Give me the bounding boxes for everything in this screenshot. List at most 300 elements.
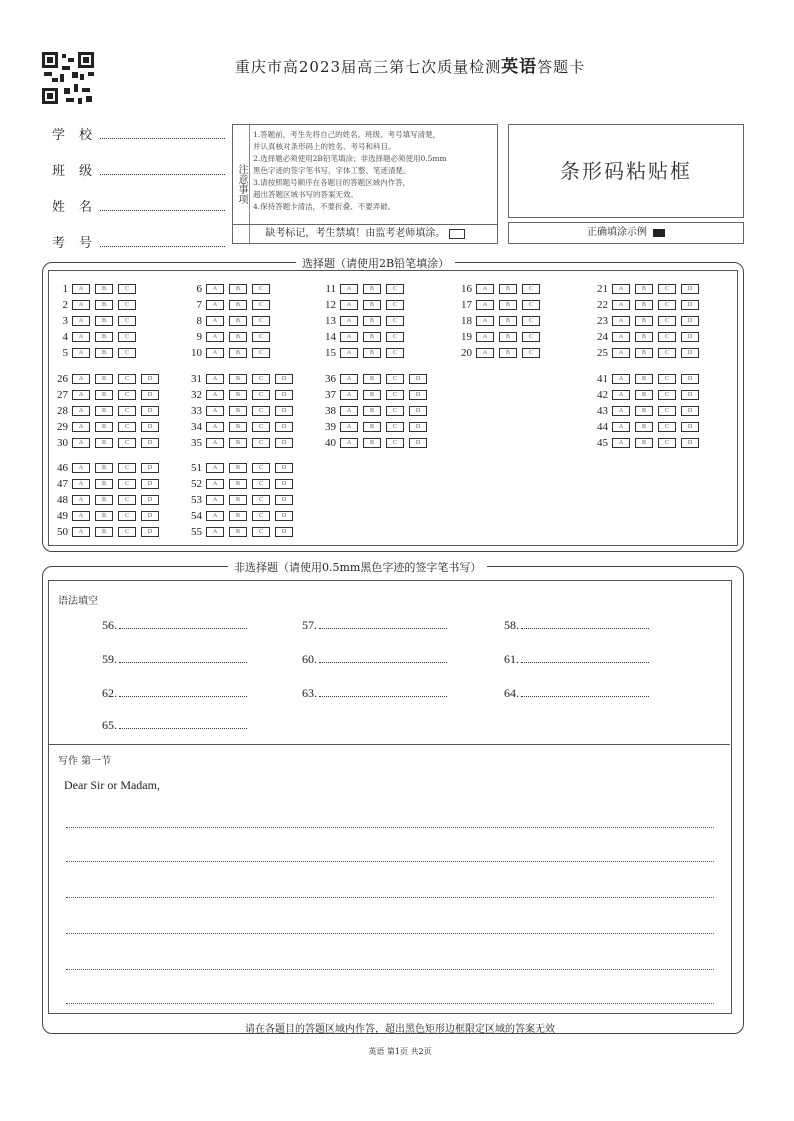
option-bubble-a[interactable]: A — [206, 406, 224, 416]
qr-code-icon — [40, 50, 96, 106]
question-number: 47 — [57, 478, 68, 490]
option-bubble-c[interactable]: C — [118, 479, 136, 489]
option-bubble-d[interactable]: D — [681, 284, 699, 294]
option-bubble-d[interactable]: D — [409, 438, 427, 448]
option-bubble-d[interactable]: D — [141, 527, 159, 537]
question-number: 6 — [196, 283, 202, 295]
option-bubble-b[interactable]: B — [635, 316, 653, 326]
option-bubble-b[interactable]: B — [229, 527, 247, 537]
blank-56[interactable] — [102, 618, 247, 633]
option-bubble-a[interactable]: A — [476, 300, 494, 310]
question-number: 25 — [597, 347, 608, 359]
option-bubble-c[interactable]: C — [252, 390, 270, 400]
question-number: 9 — [196, 331, 202, 343]
option-bubble-c[interactable]: C — [386, 316, 404, 326]
notice-line: 超出答题区域书写的答案无效。 — [253, 190, 358, 199]
option-bubble-a[interactable]: A — [206, 479, 224, 489]
option-bubble-b[interactable]: B — [229, 390, 247, 400]
question-8 — [184, 314, 275, 328]
option-bubble-c[interactable]: C — [118, 348, 136, 358]
option-bubble-c[interactable]: C — [118, 495, 136, 505]
title-suffix: 答题卡 — [537, 58, 586, 76]
blank-61[interactable] — [504, 652, 649, 667]
option-bubble-a[interactable]: A — [72, 374, 90, 384]
option-bubble-b[interactable]: B — [95, 316, 113, 326]
question-3 — [50, 314, 141, 328]
blank-57[interactable] — [302, 618, 447, 633]
option-bubble-b[interactable]: B — [499, 316, 517, 326]
option-bubble-b[interactable]: B — [229, 316, 247, 326]
option-bubble-c[interactable]: C — [252, 422, 270, 432]
option-bubble-b[interactable]: B — [95, 511, 113, 521]
option-bubble-a[interactable]: A — [612, 390, 630, 400]
option-bubble-d[interactable]: D — [681, 348, 699, 358]
question-41 — [590, 372, 704, 386]
option-bubble-a[interactable]: A — [612, 406, 630, 416]
question-number: 27 — [57, 389, 68, 401]
option-bubble-a[interactable]: A — [340, 374, 358, 384]
option-bubble-a[interactable]: A — [612, 284, 630, 294]
option-bubble-c[interactable]: C — [386, 438, 404, 448]
option-bubble-d[interactable]: D — [681, 300, 699, 310]
question-19 — [454, 330, 545, 344]
option-bubble-c[interactable]: C — [386, 348, 404, 358]
option-bubble-c[interactable]: C — [658, 332, 676, 342]
option-bubble-b[interactable]: B — [229, 463, 247, 473]
option-bubble-b[interactable]: B — [229, 348, 247, 358]
option-bubble-d[interactable]: D — [141, 511, 159, 521]
option-bubble-c[interactable]: C — [118, 463, 136, 473]
class-field[interactable] — [100, 173, 225, 175]
blank-65[interactable] — [102, 718, 247, 733]
option-bubble-d[interactable]: D — [275, 527, 293, 537]
question-45 — [590, 436, 704, 450]
subjective-title: 非选择题（请使用0.5mm黑色字迹的签字笔书写） — [228, 559, 487, 575]
writing-line[interactable] — [66, 932, 714, 934]
option-bubble-c[interactable]: C — [658, 422, 676, 432]
option-bubble-c[interactable]: C — [522, 284, 540, 294]
option-bubble-b[interactable]: B — [95, 527, 113, 537]
question-number: 3 — [62, 315, 68, 327]
option-bubble-b[interactable]: B — [635, 284, 653, 294]
option-bubble-a[interactable]: A — [206, 390, 224, 400]
option-bubble-a[interactable]: A — [206, 348, 224, 358]
exam-number-label: 考号 — [52, 236, 107, 251]
option-bubble-c[interactable]: C — [658, 348, 676, 358]
option-bubble-b[interactable]: B — [363, 300, 381, 310]
option-bubble-c[interactable]: C — [252, 300, 270, 310]
option-bubble-b[interactable]: B — [363, 374, 381, 384]
absent-mark-area[interactable] — [233, 224, 497, 243]
option-bubble-b[interactable]: B — [95, 374, 113, 384]
question-number: 22 — [597, 299, 608, 311]
question-number: 1 — [62, 283, 68, 295]
question-number: 12 — [325, 299, 336, 311]
option-bubble-a[interactable]: A — [340, 438, 358, 448]
option-bubble-c[interactable]: C — [386, 300, 404, 310]
notice-line: 2.选择题必须使用2B铅笔填涂；非选择题必须使用0.5mm — [253, 154, 447, 163]
option-bubble-b[interactable]: B — [95, 390, 113, 400]
option-bubble-a[interactable]: A — [340, 406, 358, 416]
option-bubble-a[interactable]: A — [72, 316, 90, 326]
option-bubble-a[interactable]: A — [340, 348, 358, 358]
question-number: 11 — [325, 283, 336, 295]
divider — [48, 744, 730, 745]
option-bubble-a[interactable]: A — [72, 406, 90, 416]
option-bubble-b[interactable]: B — [635, 390, 653, 400]
option-bubble-a[interactable]: A — [340, 284, 358, 294]
option-bubble-c[interactable]: C — [252, 479, 270, 489]
option-bubble-a[interactable]: A — [72, 527, 90, 537]
option-bubble-b[interactable]: B — [229, 406, 247, 416]
option-bubble-a[interactable]: A — [206, 374, 224, 384]
option-bubble-d[interactable]: D — [141, 479, 159, 489]
option-bubble-a[interactable]: A — [72, 463, 90, 473]
option-bubble-c[interactable]: C — [118, 511, 136, 521]
option-bubble-b[interactable]: B — [499, 332, 517, 342]
option-bubble-d[interactable]: D — [275, 511, 293, 521]
option-bubble-c[interactable]: C — [658, 316, 676, 326]
option-bubble-d[interactable]: D — [681, 332, 699, 342]
question-23 — [590, 314, 704, 328]
option-bubble-a[interactable]: A — [612, 300, 630, 310]
option-bubble-a[interactable]: A — [206, 463, 224, 473]
question-number: 39 — [325, 421, 336, 433]
question-number: 2 — [62, 299, 68, 311]
question-number: 29 — [57, 421, 68, 433]
question-26 — [50, 372, 164, 386]
option-bubble-d[interactable]: D — [141, 406, 159, 416]
blank-63[interactable] — [302, 686, 447, 701]
option-bubble-a[interactable]: A — [612, 374, 630, 384]
option-bubble-c[interactable]: C — [118, 284, 136, 294]
option-bubble-d[interactable]: D — [681, 390, 699, 400]
option-bubble-d[interactable]: D — [409, 390, 427, 400]
option-bubble-c[interactable]: C — [118, 527, 136, 537]
option-bubble-b[interactable]: B — [95, 438, 113, 448]
option-bubble-c[interactable]: C — [252, 495, 270, 505]
name-field[interactable] — [100, 209, 225, 211]
notice-side-label: 注意事项 — [233, 125, 250, 243]
option-bubble-b[interactable]: B — [229, 438, 247, 448]
writing-line[interactable] — [66, 1002, 714, 1004]
option-bubble-b[interactable]: B — [95, 300, 113, 310]
option-bubble-d[interactable]: D — [275, 495, 293, 505]
option-bubble-a[interactable]: A — [72, 348, 90, 358]
option-bubble-c[interactable]: C — [252, 316, 270, 326]
question-46 — [50, 461, 164, 475]
option-bubble-a[interactable]: A — [72, 495, 90, 505]
option-bubble-b[interactable]: B — [95, 495, 113, 505]
option-bubble-d[interactable]: D — [275, 438, 293, 448]
greeting: Dear Sir or Madam, — [64, 778, 160, 792]
question-35 — [184, 436, 298, 450]
option-bubble-a[interactable]: A — [72, 438, 90, 448]
option-bubble-d[interactable]: D — [275, 479, 293, 489]
option-bubble-c[interactable]: C — [658, 438, 676, 448]
option-bubble-b[interactable]: B — [95, 479, 113, 489]
option-bubble-c[interactable]: C — [118, 406, 136, 416]
title-prefix: 重庆市高2023届高三第七次质量检测 — [234, 58, 502, 76]
option-bubble-a[interactable]: A — [340, 316, 358, 326]
absent-mark-box[interactable] — [449, 229, 465, 239]
option-bubble-b[interactable]: B — [363, 390, 381, 400]
option-bubble-b[interactable]: B — [229, 479, 247, 489]
question-number: 52 — [191, 478, 202, 490]
option-bubble-a[interactable]: A — [612, 438, 630, 448]
option-bubble-b[interactable]: B — [635, 300, 653, 310]
option-bubble-c[interactable]: C — [522, 348, 540, 358]
question-33 — [184, 404, 298, 418]
question-7 — [184, 298, 275, 312]
option-bubble-c[interactable]: C — [386, 284, 404, 294]
option-bubble-b[interactable]: B — [229, 511, 247, 521]
option-bubble-d[interactable]: D — [275, 422, 293, 432]
question-5 — [50, 346, 141, 360]
option-bubble-a[interactable]: A — [206, 422, 224, 432]
option-bubble-c[interactable]: C — [522, 316, 540, 326]
option-bubble-c[interactable]: C — [252, 332, 270, 342]
option-bubble-c[interactable]: C — [522, 300, 540, 310]
blank-60[interactable] — [302, 652, 447, 667]
option-bubble-b[interactable]: B — [229, 300, 247, 310]
name-label: 姓名 — [52, 200, 107, 215]
option-bubble-a[interactable]: A — [206, 527, 224, 537]
option-bubble-b[interactable]: B — [229, 374, 247, 384]
option-bubble-c[interactable]: C — [118, 300, 136, 310]
notice-line: 并认真核对条形码上的姓名、考号和科目。 — [253, 142, 396, 151]
option-bubble-d[interactable]: D — [275, 406, 293, 416]
question-number: 28 — [57, 405, 68, 417]
writing-line[interactable] — [66, 826, 714, 828]
question-11 — [318, 282, 409, 296]
question-22 — [590, 298, 704, 312]
option-bubble-a[interactable]: A — [72, 300, 90, 310]
question-29 — [50, 420, 164, 434]
question-number: 19 — [461, 331, 472, 343]
option-bubble-d[interactable]: D — [681, 438, 699, 448]
option-bubble-a[interactable]: A — [206, 495, 224, 505]
option-bubble-b[interactable]: B — [95, 332, 113, 342]
option-bubble-d[interactable]: D — [275, 390, 293, 400]
option-bubble-b[interactable]: B — [363, 422, 381, 432]
notice-line: 1.答题前，考生先将自己的姓名、班级、考号填写清楚， — [253, 130, 441, 139]
writing-line[interactable] — [66, 968, 714, 970]
question-2 — [50, 298, 141, 312]
blank-58[interactable] — [504, 618, 649, 633]
option-bubble-b[interactable]: B — [499, 300, 517, 310]
question-number: 34 — [191, 421, 202, 433]
option-bubble-b[interactable]: B — [635, 332, 653, 342]
option-bubble-b[interactable]: B — [363, 316, 381, 326]
option-bubble-c[interactable]: C — [252, 463, 270, 473]
option-bubble-b[interactable]: B — [635, 438, 653, 448]
option-bubble-b[interactable]: B — [635, 406, 653, 416]
question-number: 16 — [461, 283, 472, 295]
option-bubble-c[interactable]: C — [658, 374, 676, 384]
question-number: 13 — [325, 315, 336, 327]
option-bubble-d[interactable]: D — [681, 316, 699, 326]
question-number: 51 — [191, 462, 202, 474]
grammar-fill-label: 语法填空 — [58, 596, 98, 607]
question-43 — [590, 404, 704, 418]
option-bubble-a[interactable]: A — [72, 511, 90, 521]
option-bubble-a[interactable]: A — [72, 332, 90, 342]
option-bubble-b[interactable]: B — [499, 348, 517, 358]
option-bubble-c[interactable]: C — [252, 348, 270, 358]
subjective-inner-box — [48, 580, 732, 1014]
option-bubble-b[interactable]: B — [363, 348, 381, 358]
option-bubble-b[interactable]: B — [363, 332, 381, 342]
option-bubble-d[interactable]: D — [681, 406, 699, 416]
option-bubble-a[interactable]: A — [340, 422, 358, 432]
option-bubble-c[interactable]: C — [118, 316, 136, 326]
option-bubble-b[interactable]: B — [229, 495, 247, 505]
option-bubble-c[interactable]: C — [252, 374, 270, 384]
option-bubble-b[interactable]: B — [363, 406, 381, 416]
option-bubble-a[interactable]: A — [476, 332, 494, 342]
option-bubble-d[interactable]: D — [141, 374, 159, 384]
option-bubble-d[interactable]: D — [409, 406, 427, 416]
blank-62[interactable] — [102, 686, 247, 701]
question-6 — [184, 282, 275, 296]
option-bubble-a[interactable]: A — [72, 284, 90, 294]
option-bubble-c[interactable]: C — [118, 390, 136, 400]
option-bubble-a[interactable]: A — [476, 348, 494, 358]
option-bubble-c[interactable]: C — [658, 390, 676, 400]
option-bubble-a[interactable]: A — [206, 300, 224, 310]
option-bubble-c[interactable]: C — [386, 332, 404, 342]
option-bubble-c[interactable]: C — [118, 374, 136, 384]
option-bubble-c[interactable]: C — [118, 332, 136, 342]
option-bubble-a[interactable]: A — [612, 348, 630, 358]
option-bubble-b[interactable]: B — [229, 284, 247, 294]
option-bubble-c[interactable]: C — [522, 332, 540, 342]
option-bubble-a[interactable]: A — [206, 316, 224, 326]
school-field[interactable] — [100, 137, 225, 139]
option-bubble-c[interactable]: C — [658, 300, 676, 310]
option-bubble-b[interactable]: B — [229, 422, 247, 432]
question-38 — [318, 404, 432, 418]
option-bubble-b[interactable]: B — [363, 438, 381, 448]
option-bubble-a[interactable]: A — [206, 332, 224, 342]
option-bubble-a[interactable]: A — [72, 390, 90, 400]
option-bubble-a[interactable]: A — [476, 284, 494, 294]
option-bubble-c[interactable]: C — [252, 284, 270, 294]
option-bubble-c[interactable]: C — [386, 390, 404, 400]
question-30 — [50, 436, 164, 450]
question-number: 21 — [597, 283, 608, 295]
option-bubble-b[interactable]: B — [635, 348, 653, 358]
option-bubble-c[interactable]: C — [386, 406, 404, 416]
option-bubble-c[interactable]: C — [386, 422, 404, 432]
question-number: 35 — [191, 437, 202, 449]
option-bubble-b[interactable]: B — [95, 348, 113, 358]
option-bubble-b[interactable]: B — [635, 422, 653, 432]
option-bubble-b[interactable]: B — [95, 463, 113, 473]
writing-line[interactable] — [66, 860, 714, 862]
blank-number: 63. — [302, 686, 317, 700]
option-bubble-a[interactable]: A — [206, 438, 224, 448]
writing-line[interactable] — [66, 896, 714, 898]
option-bubble-d[interactable]: D — [681, 374, 699, 384]
option-bubble-d[interactable]: D — [681, 422, 699, 432]
option-bubble-a[interactable]: A — [612, 422, 630, 432]
option-bubble-d[interactable]: D — [141, 495, 159, 505]
option-bubble-a[interactable]: A — [340, 390, 358, 400]
question-15 — [318, 346, 409, 360]
option-bubble-b[interactable]: B — [635, 374, 653, 384]
option-bubble-c[interactable]: C — [252, 438, 270, 448]
option-bubble-d[interactable]: D — [409, 422, 427, 432]
option-bubble-b[interactable]: B — [95, 284, 113, 294]
option-bubble-a[interactable]: A — [612, 316, 630, 326]
blank-59[interactable] — [102, 652, 247, 667]
question-18 — [454, 314, 545, 328]
option-bubble-d[interactable]: D — [141, 438, 159, 448]
question-number: 41 — [597, 373, 608, 385]
option-bubble-d[interactable]: D — [275, 463, 293, 473]
option-bubble-a[interactable]: A — [72, 422, 90, 432]
subject-name: 英语 — [501, 57, 538, 77]
option-bubble-a[interactable]: A — [340, 300, 358, 310]
option-bubble-c[interactable]: C — [118, 422, 136, 432]
option-bubble-a[interactable]: A — [206, 284, 224, 294]
option-bubble-d[interactable]: D — [141, 390, 159, 400]
question-25 — [590, 346, 704, 360]
blank-64[interactable] — [504, 686, 649, 701]
option-bubble-c[interactable]: C — [386, 374, 404, 384]
option-bubble-b[interactable]: B — [363, 284, 381, 294]
option-bubble-b[interactable]: B — [499, 284, 517, 294]
option-bubble-c[interactable]: C — [118, 438, 136, 448]
notice-line: 黑色字迹的签字笔书写，字体工整、笔迹清楚。 — [253, 166, 411, 175]
option-bubble-a[interactable]: A — [340, 332, 358, 342]
question-number: 17 — [461, 299, 472, 311]
option-bubble-c[interactable]: C — [658, 284, 676, 294]
option-bubble-c[interactable]: C — [658, 406, 676, 416]
option-bubble-a[interactable]: A — [206, 511, 224, 521]
question-27 — [50, 388, 164, 402]
exam-number-field[interactable] — [100, 245, 225, 247]
option-bubble-c[interactable]: C — [252, 511, 270, 521]
school-label: 学校 — [52, 128, 107, 143]
question-number: 32 — [191, 389, 202, 401]
option-bubble-d[interactable]: D — [409, 374, 427, 384]
page-title — [150, 52, 670, 77]
question-number: 50 — [57, 526, 68, 538]
option-bubble-d[interactable]: D — [275, 374, 293, 384]
question-number: 10 — [191, 347, 202, 359]
option-bubble-c[interactable]: C — [252, 527, 270, 537]
option-bubble-a[interactable]: A — [476, 316, 494, 326]
question-52 — [184, 477, 298, 491]
question-36 — [318, 372, 432, 386]
question-31 — [184, 372, 298, 386]
option-bubble-b[interactable]: B — [95, 406, 113, 416]
option-bubble-d[interactable]: D — [141, 463, 159, 473]
option-bubble-b[interactable]: B — [229, 332, 247, 342]
question-28 — [50, 404, 164, 418]
option-bubble-a[interactable]: A — [612, 332, 630, 342]
question-40 — [318, 436, 432, 450]
question-number: 14 — [325, 331, 336, 343]
option-bubble-c[interactable]: C — [252, 406, 270, 416]
option-bubble-d[interactable]: D — [141, 422, 159, 432]
option-bubble-a[interactable]: A — [72, 479, 90, 489]
question-37 — [318, 388, 432, 402]
option-bubble-b[interactable]: B — [95, 422, 113, 432]
